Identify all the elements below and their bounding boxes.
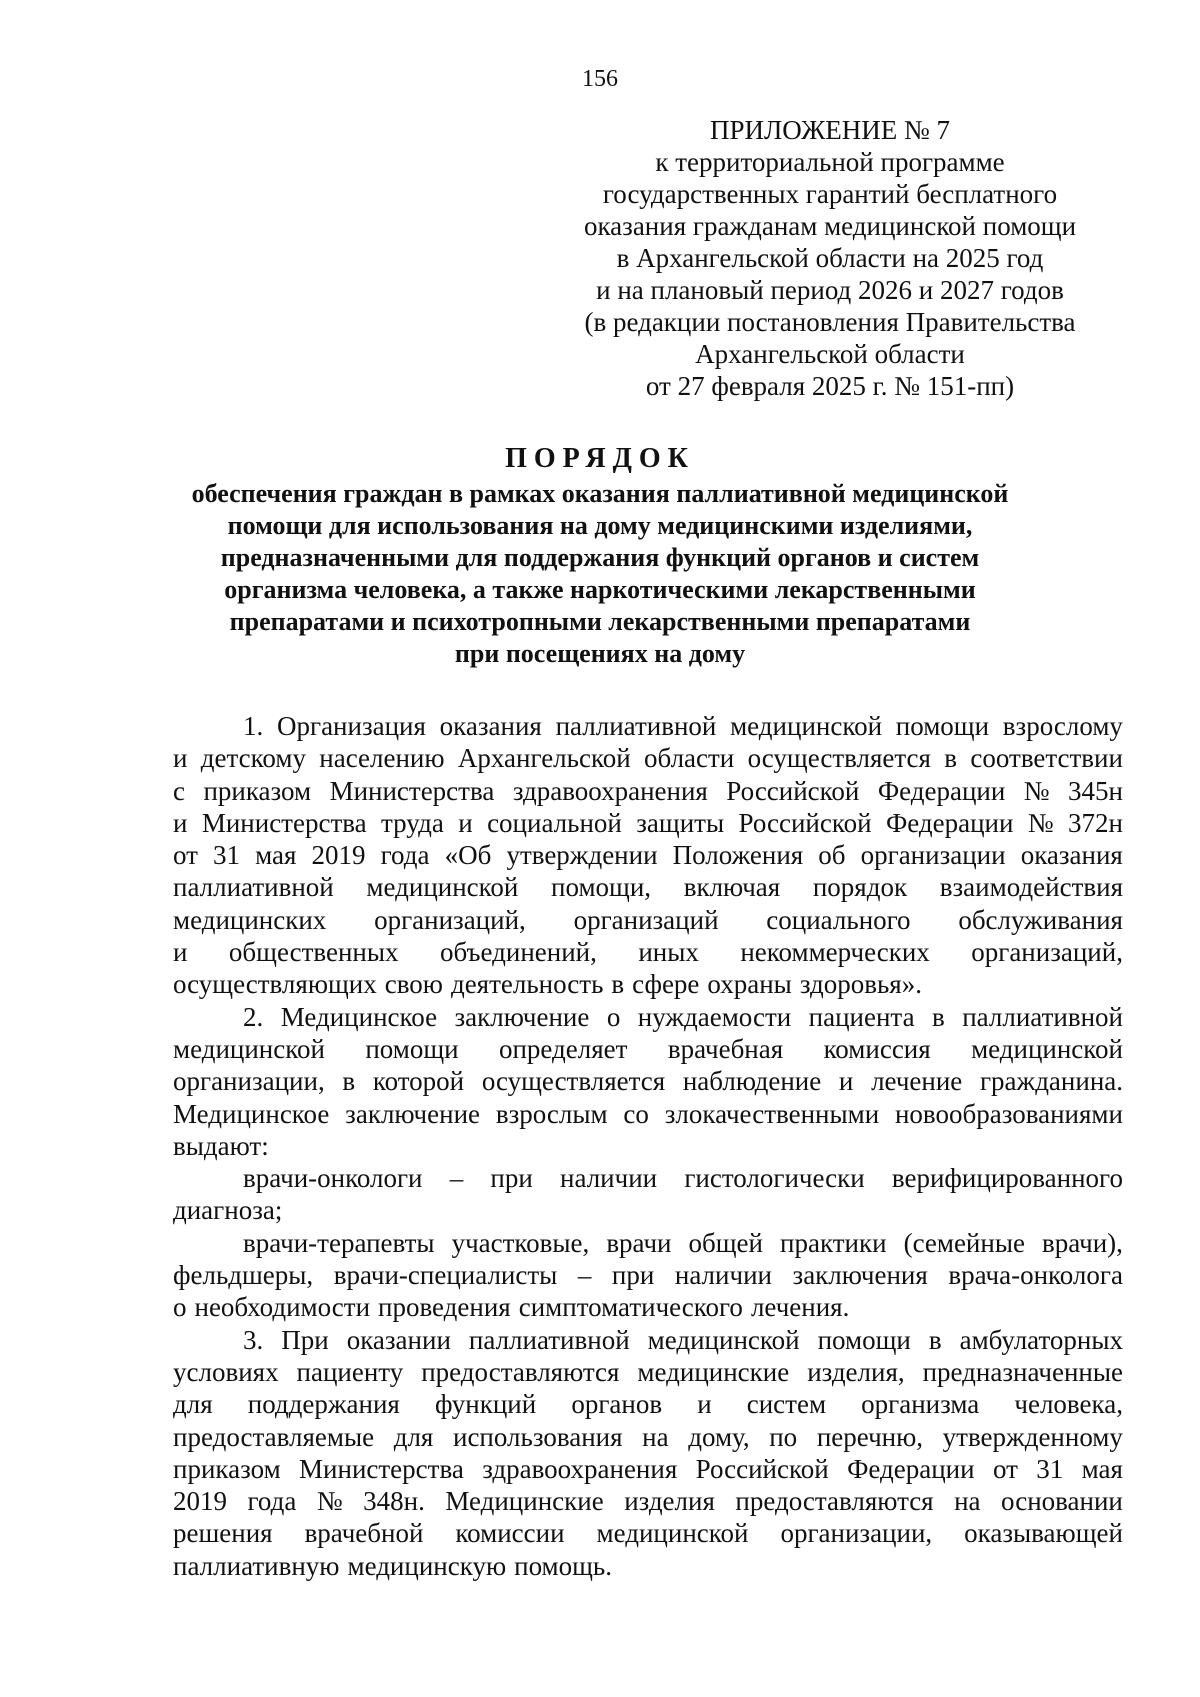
body-line: предоставляемые для использования на дому, по перечню, утвержденному (173, 1421, 1123, 1452)
appendix-line: (в редакции постановления Правительства (584, 307, 1076, 337)
body-line: о необходимости проведения симптоматического лечения. (173, 1292, 850, 1323)
title-subtitle (150, 478, 1050, 670)
body-line: осуществляющих свою деятельность в сфере охраны здоровья». (173, 969, 922, 1000)
body-line: и Министерства труда и социальной защиты Российской Федерации № 372н (173, 807, 1123, 838)
page-number: 156 (582, 66, 618, 92)
body-line: 2. Медицинское заключение о нуждаемости пациента в паллиативной (243, 1001, 1123, 1032)
appendix-line: государственных гарантий бесплатного (602, 179, 1058, 209)
body-line: паллиативной медицинской помощи, включая порядок взаимодействия (173, 872, 1123, 903)
body-line: организации, в которой осуществляется наблюдение и лечение гражданина. (173, 1066, 1123, 1097)
title-sub-line: обеспечения граждан в рамках оказания паллиативной медицинской (191, 479, 1009, 508)
body-line: медицинских организаций, организаций социального обслуживания (173, 904, 1123, 935)
title-main: ПОРЯДОК (505, 443, 695, 474)
title-sub-line: организма человека, а также наркотическими лекарственными (224, 575, 976, 604)
body-line: паллиативную медицинскую помощь. (173, 1550, 612, 1581)
appendix-line: в Архангельской области на 2025 год (616, 243, 1044, 273)
document-body (173, 710, 1123, 1582)
body-line: 3. При оказании паллиативной медицинской помощи в амбулаторных (243, 1324, 1123, 1355)
title-sub-line: предназначенными для поддержания функций органов и систем (220, 543, 980, 572)
body-line: 2019 года № 348н. Медицинские изделия предоставляются на основании (173, 1486, 1123, 1517)
appendix-line: Архангельской области (695, 339, 965, 369)
body-line: выдают: (173, 1130, 269, 1161)
body-line: медицинской помощи определяет врачебная комиссия медицинской (173, 1033, 1123, 1064)
body-line: врачи-онкологи – при наличии гистологически верифицированного (243, 1163, 1123, 1194)
body-line: от 31 мая 2019 года «Об утверждении Положения об организации оказания (173, 840, 1123, 871)
body-line: врачи-терапевты участковые, врачи общей практики (семейные врачи), (243, 1227, 1123, 1258)
appendix-line: к территориальной программе (655, 147, 1005, 177)
body-line: Медицинское заключение взрослым со злокачественными новообразованиями (173, 1098, 1123, 1129)
body-line: и общественных объединений, иных некоммерческих организаций, (173, 937, 1123, 968)
body-line: для поддержания функций органов и систем организма человека, (173, 1389, 1123, 1420)
document-title (150, 440, 1050, 670)
body-line: условиях пациенту предоставляются медицинские изделия, предназначенные (173, 1356, 1123, 1387)
body-line: решения врачебной комиссии медицинской организации, оказывающей (173, 1518, 1123, 1549)
body-line: диагноза; (173, 1195, 283, 1226)
body-line: с приказом Министерства здравоохранения Российской Федерации № 345н (173, 775, 1123, 806)
appendix-header (560, 114, 1100, 402)
body-line: и детскому населению Архангельской области осуществляется в соответствии (173, 743, 1123, 774)
body-line: приказом Министерства здравоохранения Российской Федерации от 31 мая (173, 1453, 1123, 1484)
appendix-line: от 27 февраля 2025 г. № 151-пп) (645, 371, 1015, 401)
body-line: фельдшеры, врачи-специалисты – при наличии заключения врача-онколога (173, 1260, 1123, 1291)
title-sub-line: препаратами и психотропными лекарственными препаратами (229, 607, 971, 636)
appendix-line: оказания гражданам медицинской помощи (583, 211, 1077, 241)
appendix-line: и на плановый период 2026 и 2027 годов (596, 275, 1064, 305)
body-line: 1. Организация оказания паллиативной медицинской помощи взрослому (243, 711, 1123, 741)
title-sub-line: при посещениях на дому (454, 639, 746, 668)
appendix-line: ПРИЛОЖЕНИЕ № 7 (709, 115, 951, 145)
title-sub-line: помощи для использования на дому медицинскими изделиями, (227, 511, 973, 540)
